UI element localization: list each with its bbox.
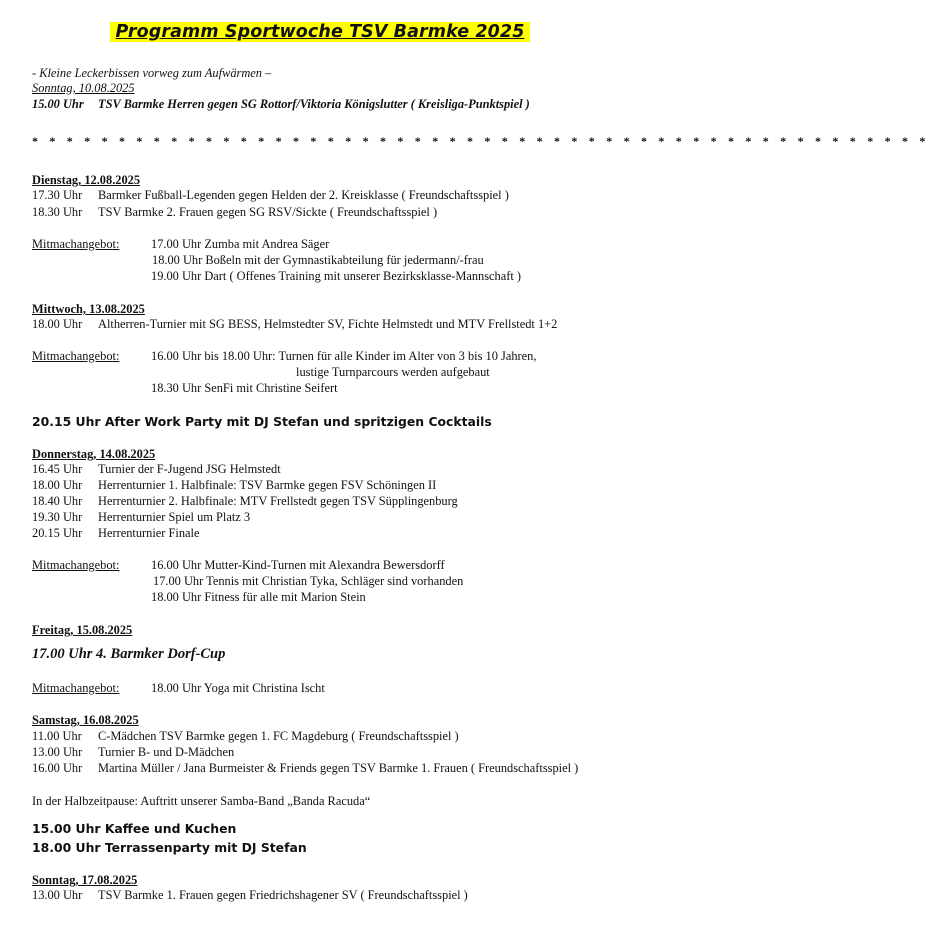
terrassenparty: 18.00 Uhr Terrassenparty mit DJ Stefan <box>32 840 307 855</box>
sunday1-time: 15.00 Uhr <box>32 97 84 111</box>
event-time: 16.00 Uhr <box>32 761 83 775</box>
event-time: 13.00 Uhr <box>32 745 83 759</box>
event-desc: Martina Müller / Jana Burmeister & Friends gegen TSV Barmke 1. Frauen ( Freundschaftsspiel ) <box>98 761 579 775</box>
thursday-date: Donnerstag, 14.08.2025 <box>32 447 156 461</box>
event-desc: Herrenturnier Finale <box>98 526 200 540</box>
event-time: 16.45 Uhr <box>32 462 83 476</box>
sunday2-date: Sonntag, 17.08.2025 <box>32 873 138 887</box>
event-time: 11.00 Uhr <box>32 729 82 743</box>
friday-date: Freitag, 15.08.2025 <box>32 623 133 637</box>
mitmach-item: 16.00 Uhr Mutter-Kind-Turnen mit Alexandra Bewersdorff <box>151 558 445 572</box>
mitmach-item: 18.00 Uhr Boßeln mit der Gymnastikabteilung für jedermann/-frau <box>152 253 484 267</box>
event-time: 18.00 Uhr <box>32 478 83 492</box>
friday-mitmach-label: Mitmachangebot: <box>32 681 120 695</box>
event-time: 17.30 Uhr <box>32 188 83 202</box>
mitmach-item: 18.30 Uhr SenFi mit Christine Seifert <box>151 381 338 395</box>
dorf-cup: 17.00 Uhr 4. Barmker Dorf-Cup <box>32 646 226 662</box>
wednesday-date: Mittwoch, 13.08.2025 <box>32 302 145 316</box>
event-desc: Altherren-Turnier mit SG BESS, Helmstedter SV, Fichte Helmstedt und MTV Frellstedt 1+2 <box>98 317 558 331</box>
event-desc: TSV Barmke 2. Frauen gegen SG RSV/Sickte ( Freundschaftsspiel ) <box>98 205 438 219</box>
event-time: 18.40 Uhr <box>32 494 83 508</box>
event-time: 19.30 Uhr <box>32 510 83 524</box>
event-time: 18.00 Uhr <box>32 317 83 331</box>
event-desc: Herrenturnier 2. Halbfinale: MTV Frellstedt gegen TSV Süpplingenburg <box>98 494 458 508</box>
mitmach-item: 18.00 Uhr Yoga mit Christina Ischt <box>151 681 325 695</box>
star-divider: * * * * * * * * * * * * * * * * * * * * * * * * * * * * * * * * * * * * * * * * * * * * * * * * * * * * <box>32 134 930 148</box>
sunday1-desc: TSV Barmke Herren gegen SG Rottorf/Viktoria Königslutter ( Kreisliga-Punktspiel ) <box>98 97 530 111</box>
thursday-mitmach-label: Mitmachangebot: <box>32 558 120 572</box>
wednesday-mitmach-label: Mitmachangebot: <box>32 349 120 363</box>
title-wrap <box>0 22 640 42</box>
mitmach-item: 16.00 Uhr bis 18.00 Uhr: Turnen für alle Kinder im Alter von 3 bis 10 Jahren, <box>151 349 537 363</box>
mitmach-item: 17.00 Uhr Tennis mit Christian Tyka, Schläger sind vorhanden <box>153 574 464 588</box>
halftime-note: In der Halbzeitpause: Auftritt unserer Samba-Band „Banda Racuda“ <box>32 794 371 808</box>
after-work-party: 20.15 Uhr After Work Party mit DJ Stefan und spritzigen Cocktails <box>32 414 492 429</box>
kaffee-kuchen: 15.00 Uhr Kaffee und Kuchen <box>32 821 237 836</box>
tuesday-date: Dienstag, 12.08.2025 <box>32 173 141 187</box>
event-desc: Turnier der F-Jugend JSG Helmstedt <box>98 462 281 476</box>
event-time: 18.30 Uhr <box>32 205 83 219</box>
mitmach-item: lustige Turnparcours werden aufgebaut <box>296 365 490 379</box>
mitmach-item: 17.00 Uhr Zumba mit Andrea Säger <box>151 237 330 251</box>
event-desc: C-Mädchen TSV Barmke gegen 1. FC Magdeburg ( Freundschaftsspiel ) <box>98 729 459 743</box>
event-time: 20.15 Uhr <box>32 526 83 540</box>
event-desc: Herrenturnier Spiel um Platz 3 <box>98 510 251 524</box>
mitmach-item: 19.00 Uhr Dart ( Offenes Training mit unserer Bezirksklasse-Mannschaft ) <box>151 269 522 283</box>
event-time: 13.00 Uhr <box>32 888 83 902</box>
page-title: Programm Sportwoche TSV Barmke 2025 <box>110 22 531 42</box>
event-desc: TSV Barmke 1. Frauen gegen Friedrichshagener SV ( Freundschaftsspiel ) <box>98 888 468 902</box>
tuesday-mitmach-label: Mitmachangebot: <box>32 237 120 251</box>
event-desc: Turnier B- und D-Mädchen <box>98 745 235 759</box>
event-desc: Barmker Fußball-Legenden gegen Helden der 2. Kreisklasse ( Freundschaftsspiel ) <box>98 188 509 202</box>
mitmach-item: 18.00 Uhr Fitness für alle mit Marion Stein <box>151 590 366 604</box>
sunday1-date: Sonntag, 10.08.2025 <box>32 81 135 95</box>
event-desc: Herrenturnier 1. Halbfinale: TSV Barmke gegen FSV Schöningen II <box>98 478 437 492</box>
intro-text: - Kleine Leckerbissen vorweg zum Aufwärmen – <box>32 66 272 80</box>
saturday-date: Samstag, 16.08.2025 <box>32 713 139 727</box>
